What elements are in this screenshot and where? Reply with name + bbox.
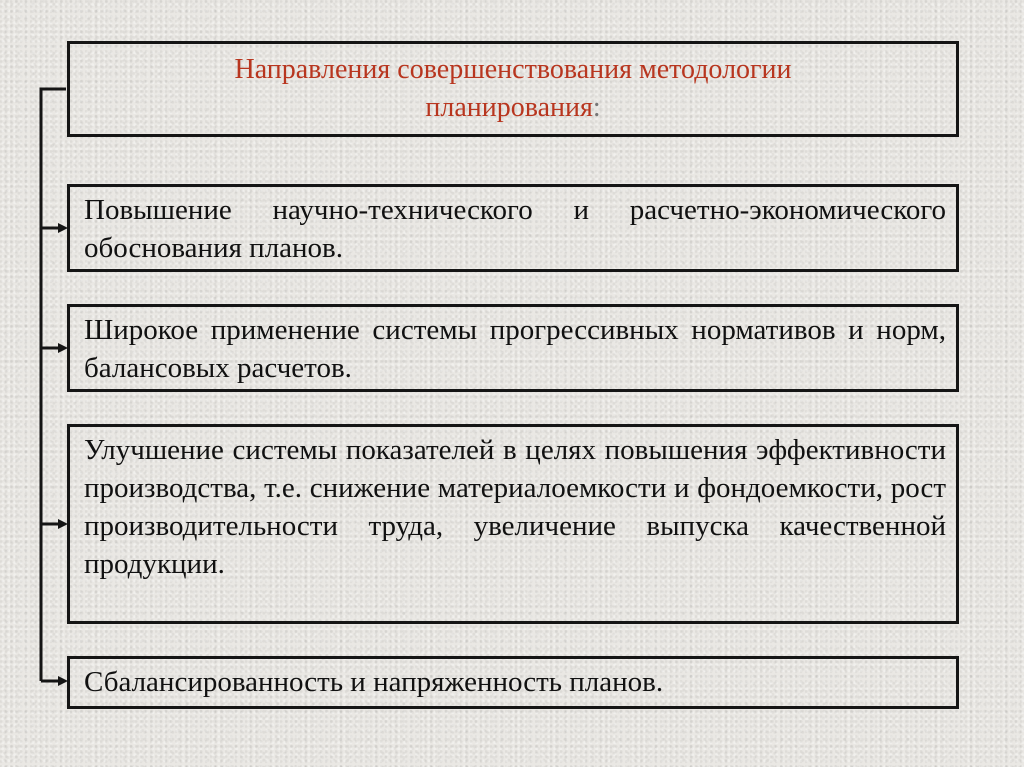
direction-box-4 (67, 656, 959, 709)
diagram-title (173, 51, 853, 127)
direction-box-1 (67, 184, 959, 272)
direction-text-3: Улучшение системы показателей в целях повышения эффективности производства, т.е. снижение материалоемкости и фондоемкости, рост производительности труда, увеличение выпуска качественной продукции. (84, 434, 946, 580)
title-box (67, 41, 959, 137)
direction-box-2 (67, 304, 959, 392)
direction-text-2: Широкое применение системы прогрессивных нормативов и норм, балансовых расчетов. (84, 314, 946, 384)
direction-text-1: Повышение научно-технического и расчетно-экономического обоснования планов. (84, 194, 946, 264)
direction-box-3 (67, 424, 959, 624)
title-colon: : (592, 92, 601, 123)
title-text: Направления совершенствования методологии планирования (234, 54, 792, 123)
direction-text-4: Сбалансированность и напряженность планов. (84, 666, 664, 698)
